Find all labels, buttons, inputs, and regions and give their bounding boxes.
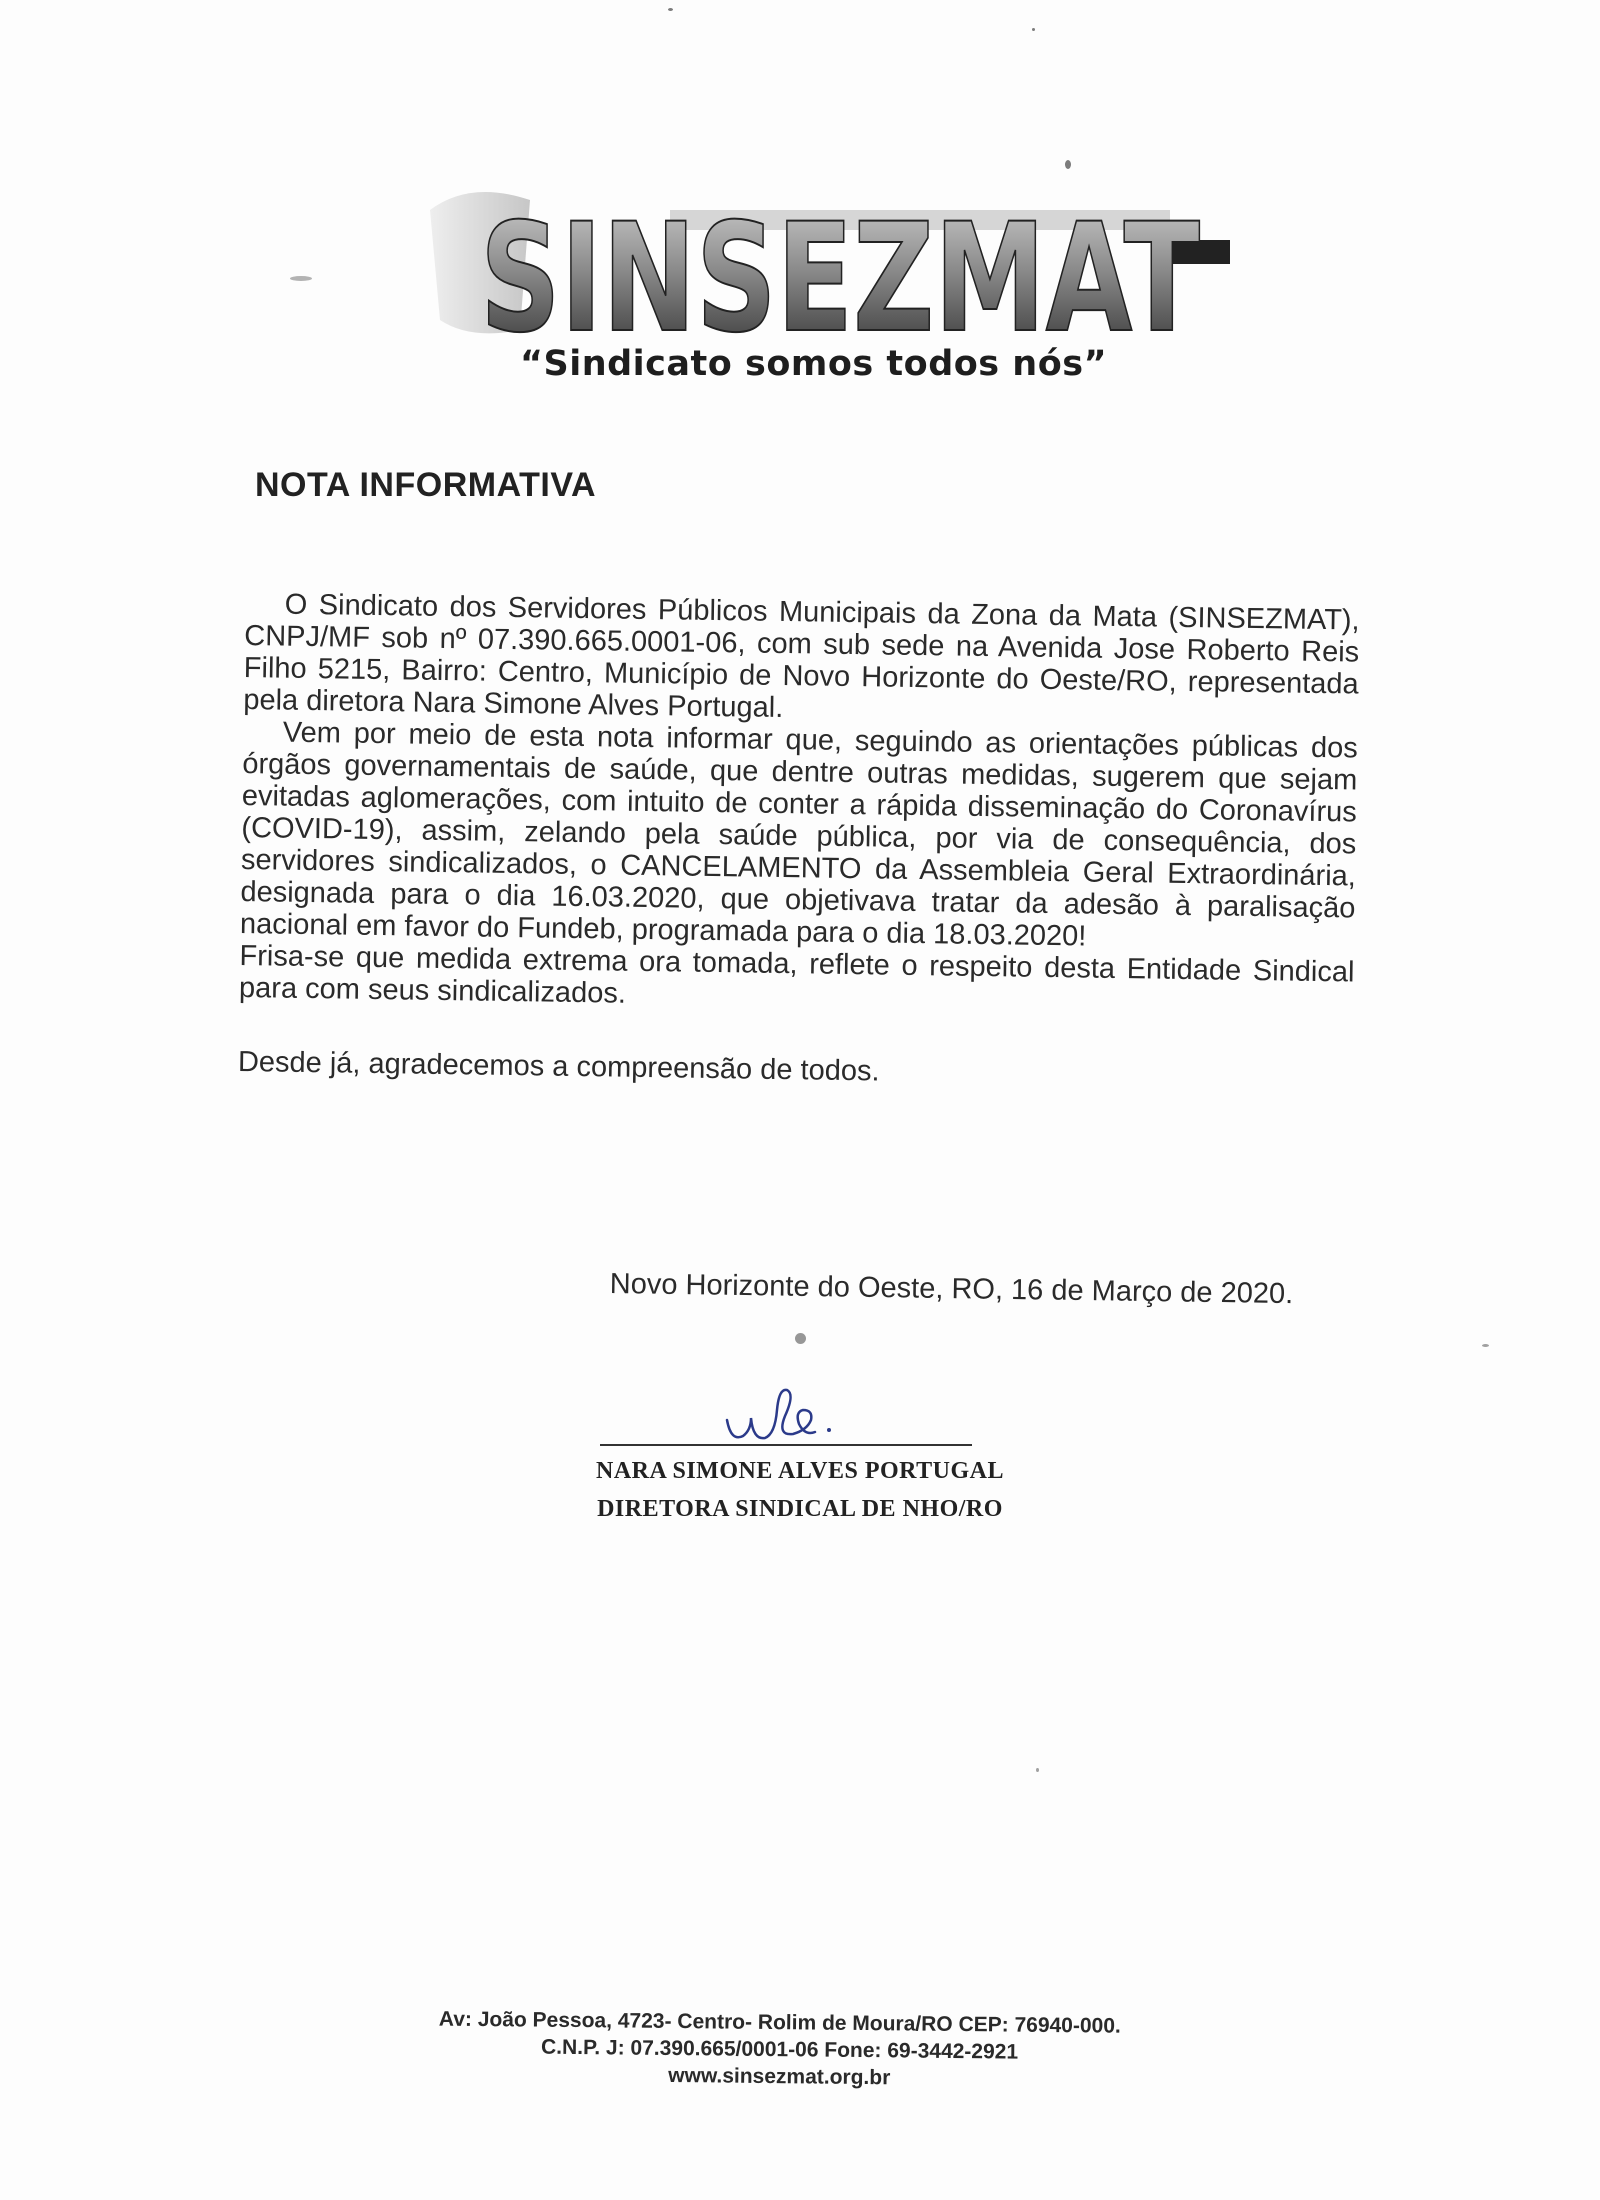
- scan-speck: [668, 8, 673, 11]
- document-body: [238, 588, 1360, 1094]
- svg-text:SINSEZMAT: SINSEZMAT: [480, 192, 1200, 350]
- signature-line: [600, 1444, 972, 1446]
- document-title: NOTA INFORMATIVA: [255, 466, 597, 504]
- signature-block: [595, 1380, 1004, 1550]
- scan-speck: [1036, 1768, 1039, 1772]
- scan-speck: [795, 1333, 806, 1344]
- signatory-role: DIRETORA SINDICAL DE NHO/RO: [597, 1496, 1003, 1522]
- scan-speck: [1065, 160, 1071, 169]
- paragraph-intro: O Sindicato dos Servidores Públicos Municipais da Zona da Mata (SINSEZMAT), CNPJ/MF sob nº 07.390.665.0001-06, com sub sede na Avenida Jose Roberto Reis Filho 5215, Bairro: Centro, Município de Novo Horizonte do Oeste/RO, representada pela diretora Nara Simone Alves Portugal.: [243, 588, 1360, 724]
- scan-speck: [1032, 28, 1035, 31]
- place-and-date: Novo Horizonte do Oeste, RO, 16 de Março de 2020.: [609, 1268, 1294, 1311]
- footer-website: www.sinsezmat.org.br: [668, 2063, 891, 2090]
- logo-tagline: “Sindicato somos todos nós”: [520, 344, 1108, 384]
- handwritten-signature: [715, 1380, 855, 1460]
- logo-wordmark-graphic: [410, 170, 1240, 350]
- footer-contact: C.N.P. J: 07.390.665/0001-06 Fone: 69-3442-2921: [540, 2035, 1019, 2064]
- footer-address: Av: João Pessoa, 4723- Centro- Rolim de Moura/RO CEP: 76940-000.: [438, 2007, 1121, 2038]
- paragraph-thanks: Desde já, agradecemos a compreensão de todos.: [237, 1045, 880, 1088]
- scan-speck: [1482, 1344, 1489, 1347]
- signatory-name: NARA SIMONE ALVES PORTUGAL: [595, 1458, 1004, 1484]
- scan-speck: [290, 276, 312, 281]
- paragraph-announcement: Vem por meio de esta nota informar que, seguindo as orientações públicas dos órgãos governamentais de saúde, que dentre outras medidas, sugerem que sejam evitadas aglomerações, com intuito de conter a rápida disseminação do Coronavírus (COVID-19), assim, zelando pela saúde pública, por via de consequência, dos servidores sindicalizados, o CANCELAMENTO da Assembleia Geral Extraordinária, designada para o dia 16.03.2020, que objetivava tratar da adesão à paralisação nacional em favor do Fundeb, programada para o dia 18.03.2020!: [239, 716, 1358, 953]
- letterhead-footer: [384, 2005, 1175, 2094]
- paragraph-respect: Frisa-se que medida extrema ora tomada, reflete o respeito desta Entidade Sindical para com seus sindicalizados.: [238, 939, 1355, 1010]
